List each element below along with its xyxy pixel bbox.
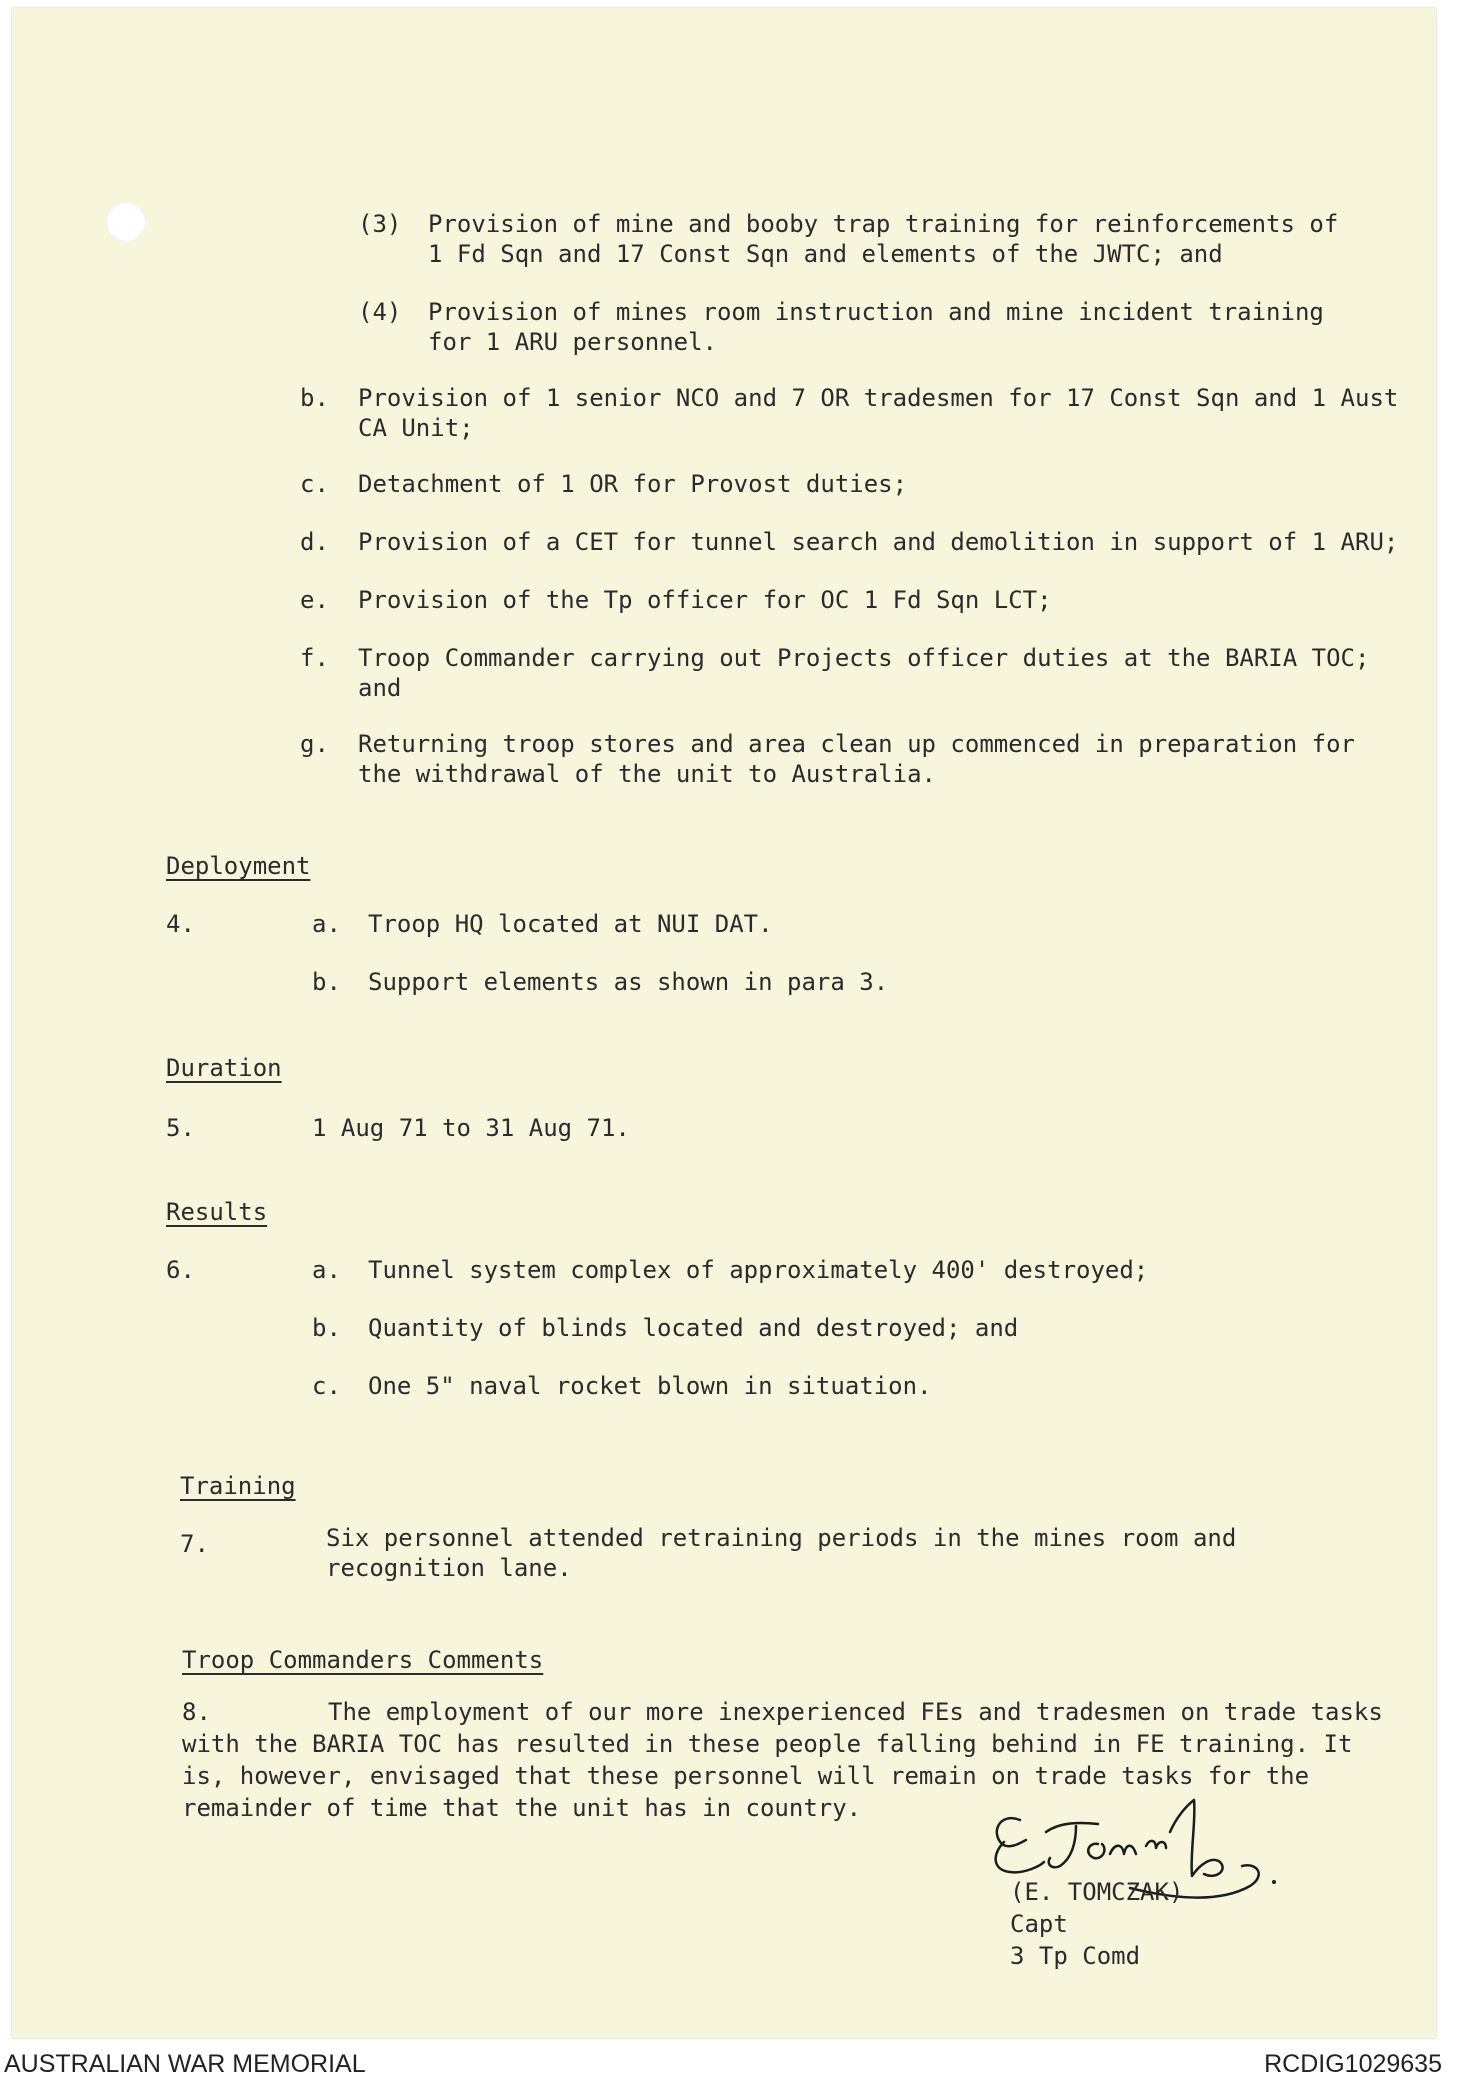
deployment-para-number: 4.	[166, 910, 195, 938]
sub-item-4-line-2: for 1 ARU personnel.	[428, 328, 717, 356]
comments-line-3: is, however, envisaged that these personnel will remain on trade tasks for the	[182, 1762, 1310, 1790]
deployment-heading: Deployment	[166, 852, 311, 880]
document-page	[12, 8, 1436, 2038]
item-g-line-1: Returning troop stores and area clean up commenced in preparation for	[358, 730, 1355, 758]
results-c-text: One 5" naval rocket blown in situation.	[368, 1372, 932, 1400]
comments-para-number: 8.	[182, 1698, 211, 1726]
deployment-b-text: Support elements as shown in para 3.	[368, 968, 889, 996]
item-c-letter: c.	[300, 470, 329, 498]
item-g-letter: g.	[300, 730, 329, 758]
item-b-line-1: Provision of 1 senior NCO and 7 OR tradesmen for 17 Const Sqn and 1 Aust	[358, 384, 1399, 412]
item-e-text: Provision of the Tp officer for OC 1 Fd Sqn LCT;	[358, 586, 1052, 614]
duration-para-number: 5.	[166, 1114, 195, 1142]
item-d-letter: d.	[300, 528, 329, 556]
results-heading: Results	[166, 1198, 268, 1226]
sub-item-4-number: (4)	[358, 298, 402, 326]
sub-item-3-number: (3)	[358, 210, 402, 238]
results-a-letter: a.	[312, 1256, 341, 1284]
results-c-letter: c.	[312, 1372, 341, 1400]
deployment-a-text: Troop HQ located at NUI DAT.	[368, 910, 773, 938]
training-line-2: recognition lane.	[326, 1554, 572, 1582]
signatory-appointment: 3 Tp Comd	[1010, 1942, 1141, 1970]
sub-item-3-line-1: Provision of mine and booby trap training for reinforcements of	[428, 210, 1339, 238]
comments-line-2: with the BARIA TOC has resulted in these people falling behind in FE training. It	[182, 1730, 1353, 1758]
comments-line-1: The employment of our more inexperienced FEs and tradesmen on trade tasks	[328, 1698, 1383, 1726]
deployment-a-letter: a.	[312, 910, 341, 938]
item-f-line-1: Troop Commander carrying out Projects officer duties at the BARIA TOC;	[358, 644, 1370, 672]
punch-hole	[106, 202, 146, 242]
item-d-text: Provision of a CET for tunnel search and demolition in support of 1 ARU;	[358, 528, 1399, 556]
footer-archive-name: AUSTRALIAN WAR MEMORIAL	[4, 2050, 366, 2078]
item-e-letter: e.	[300, 586, 329, 614]
training-para-number: 7.	[180, 1530, 209, 1558]
duration-heading: Duration	[166, 1054, 282, 1082]
item-b-letter: b.	[300, 384, 329, 412]
item-g-line-2: the withdrawal of the unit to Australia.	[358, 760, 936, 788]
results-para-number: 6.	[166, 1256, 195, 1284]
deployment-b-letter: b.	[312, 968, 341, 996]
item-b-line-2: CA Unit;	[358, 414, 474, 442]
training-line-1: Six personnel attended retraining periods in the mines room and	[326, 1524, 1237, 1552]
training-heading: Training	[180, 1472, 296, 1500]
results-a-text: Tunnel system complex of approximately 400' destroyed;	[368, 1256, 1149, 1284]
footer-record-id: RCDIG1029635	[1264, 2050, 1442, 2078]
results-b-text: Quantity of blinds located and destroyed; and	[368, 1314, 1019, 1342]
comments-line-4: remainder of time that the unit has in country.	[182, 1794, 862, 1822]
signatory-rank: Capt	[1010, 1910, 1068, 1938]
sub-item-4-line-1: Provision of mines room instruction and mine incident training	[428, 298, 1324, 326]
results-b-letter: b.	[312, 1314, 341, 1342]
item-f-line-2: and	[358, 674, 402, 702]
duration-text: 1 Aug 71 to 31 Aug 71.	[312, 1114, 630, 1142]
item-c-text: Detachment of 1 OR for Provost duties;	[358, 470, 908, 498]
sub-item-3-line-2: 1 Fd Sqn and 17 Const Sqn and elements of the JWTC; and	[428, 240, 1223, 268]
comments-heading: Troop Commanders Comments	[182, 1646, 544, 1674]
item-f-letter: f.	[300, 644, 329, 672]
signatory-name: (E. TOMCZAK)	[1010, 1878, 1184, 1906]
